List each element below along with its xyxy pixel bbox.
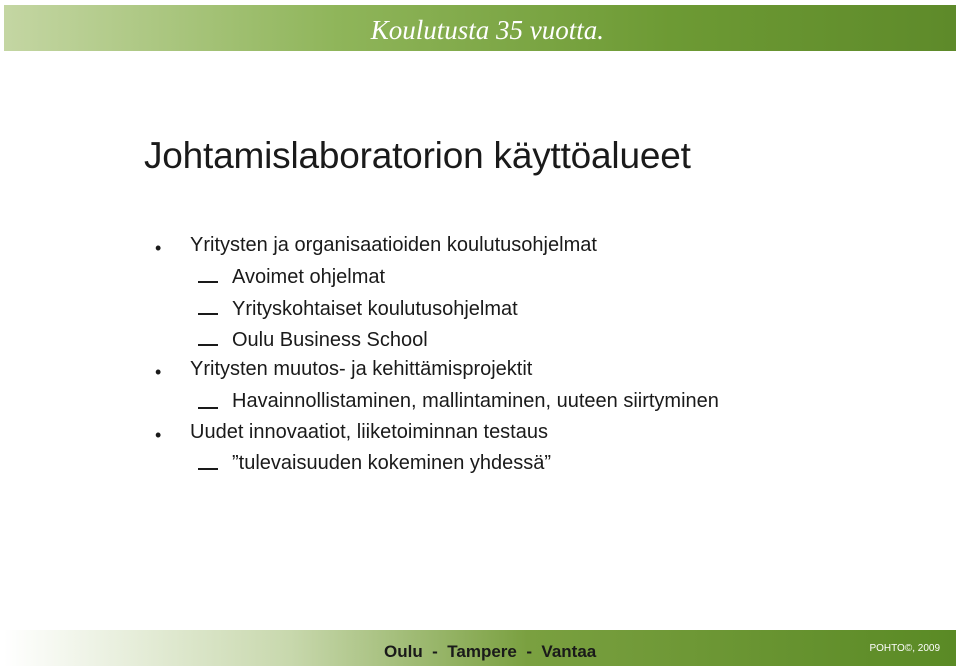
dash-icon bbox=[198, 407, 218, 409]
dash-icon bbox=[198, 313, 218, 315]
footer-locations: Oulu - Tampere - Vantaa bbox=[384, 642, 597, 661]
sub-item: Avoimet ohjelmat bbox=[232, 266, 386, 288]
sub-item: ”tulevaisuuden kokeminen yhdessä” bbox=[232, 452, 552, 474]
bullet-icon: • bbox=[155, 362, 162, 382]
dash-icon bbox=[198, 468, 218, 470]
bullet-item: Yritysten ja organisaatioiden koulutusohjelmat bbox=[190, 234, 597, 256]
dash-icon bbox=[198, 344, 218, 346]
bullet-icon: • bbox=[155, 425, 162, 445]
header-title: Koulutusta 35 vuotta. bbox=[370, 15, 604, 45]
bullet-item: Uudet innovaatiot, liiketoiminnan testaus bbox=[190, 421, 548, 443]
dash-icon bbox=[198, 281, 218, 283]
footer-copyright: POHTO©, 2009 bbox=[869, 643, 940, 654]
slide-title: Johtamislaboratorion käyttöalueet bbox=[144, 135, 691, 176]
header-bar bbox=[4, 5, 956, 51]
sub-item: Yrityskohtaiset koulutusohjelmat bbox=[232, 298, 518, 320]
sub-item: Havainnollistaminen, mallintaminen, uuteen siirtyminen bbox=[232, 390, 719, 412]
footer-bar bbox=[4, 630, 956, 666]
sub-item: Oulu Business School bbox=[232, 329, 428, 351]
bullet-item: Yritysten muutos- ja kehittämisprojektit bbox=[190, 358, 533, 380]
bullet-icon: • bbox=[155, 238, 162, 258]
